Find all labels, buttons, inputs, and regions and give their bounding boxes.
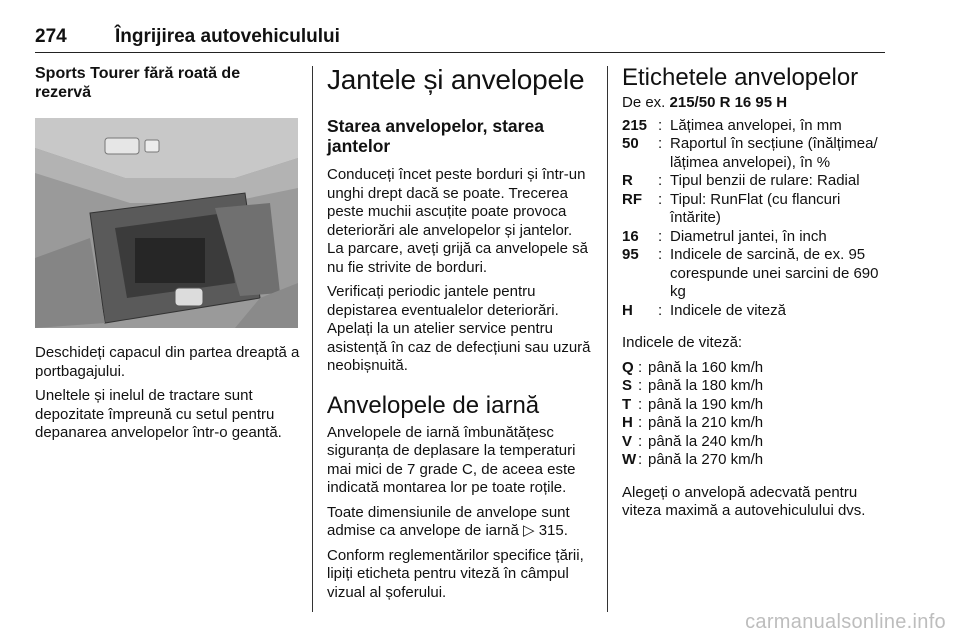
watermark: carmanualsonline.info	[745, 611, 946, 633]
paragraph: Conform reglementărilor specifice țării, lipiți eticheta pentru viteză în câmpul vizual al șoferului.	[327, 546, 584, 601]
definition-key: RF	[622, 190, 642, 208]
paragraph: Deschideți capacul din partea dreaptă a portbagajului.	[35, 344, 300, 380]
trunk-compartment-illustration	[35, 118, 298, 328]
definition-row	[622, 191, 890, 228]
definition-row	[622, 451, 890, 470]
definition-key: 16	[622, 227, 639, 245]
definition-value: până la 240 km/h	[648, 432, 764, 450]
definition-separator: :	[658, 227, 663, 245]
definition-value: Tipul benzii de rulare: Radial	[670, 172, 860, 189]
definition-separator: :	[638, 395, 643, 413]
definition-separator: :	[638, 377, 643, 394]
definition-key: H	[622, 414, 633, 431]
speed-index-list	[622, 359, 890, 470]
definition-value: până la 270 km/h	[648, 451, 764, 468]
speed-index-intro: Indicele de viteză:	[622, 334, 743, 351]
definition-separator: :	[638, 432, 643, 450]
paragraph: Conduceți încet peste borduri și într-un unghi drept dacă se poate. Trecerea peste muchii ascuțite poate provoca deteriorări ale anvelopelor și jantelor. La parcare, aveți grijă ca anvelopele să nu fie strivite de borduri.	[327, 166, 588, 276]
definition-separator: :	[658, 172, 663, 189]
definition-key: Q	[622, 358, 634, 376]
column-divider	[312, 66, 313, 612]
page-number: 274	[35, 26, 67, 47]
definition-value: până la 190 km/h	[648, 395, 764, 413]
example-line	[622, 94, 890, 113]
definition-key: 50	[622, 135, 639, 152]
definition-row	[622, 396, 890, 415]
definition-key: R	[622, 172, 633, 189]
definition-row	[622, 433, 890, 452]
definition-separator: :	[658, 301, 663, 319]
definition-key: S	[622, 377, 633, 394]
column-middle	[327, 64, 592, 602]
definition-value: până la 160 km/h	[648, 358, 764, 376]
definition-row	[622, 117, 890, 136]
definition-separator: :	[638, 414, 643, 431]
definition-key: 215	[622, 116, 648, 134]
paragraph: Anvelopele de iarnă îmbunătățesc siguranța de deplasare la temperaturi mai mici de 7 grade C, de aceea este indicată montarea lor pe toate roțile.	[327, 423, 576, 496]
definition-separator: :	[658, 246, 663, 263]
definition-separator: :	[638, 451, 643, 468]
paragraph: Verificați periodic jantele pentru depistarea eventualelor deteriorări. Apelați la un atelier service pentru asistență în caz de defecțiuni sau uzură neobișnuită.	[327, 283, 591, 374]
section-title: Etichetele anvelopelor	[622, 64, 859, 91]
example-prefix: De ex.	[622, 94, 666, 111]
column-left	[35, 64, 300, 443]
definition-row	[622, 302, 890, 321]
definition-key: W	[622, 451, 637, 468]
definition-row	[622, 359, 890, 378]
definition-value: până la 210 km/h	[648, 414, 764, 431]
definition-separator: :	[658, 116, 663, 134]
page-reference[interactable]: 315.	[538, 522, 568, 539]
page-reference-icon[interactable]: ▷	[522, 522, 535, 539]
subsection-heading: Anvelopele de iarnă	[327, 391, 540, 419]
definition-key: 95	[622, 246, 639, 263]
section-heading: Sports Tourer fără roată de rezervă	[35, 65, 241, 101]
definition-value: Indicele de sarcină, de ex. 95 corespunde unei sarcini de 690 kg	[670, 246, 879, 300]
definition-row	[622, 246, 890, 302]
example-code: 215/50 R 16 95 H	[669, 94, 788, 111]
definition-key: H	[622, 301, 633, 319]
chapter-title: Îngrijirea autovehiculului	[115, 26, 340, 47]
definition-row	[622, 377, 890, 396]
tire-label-definitions	[622, 117, 890, 321]
page-header	[35, 24, 885, 53]
definition-separator: :	[658, 135, 663, 152]
definition-key: T	[622, 395, 632, 413]
section-title: Jantele și anvelopele	[327, 64, 585, 95]
column-divider	[607, 66, 608, 612]
definition-separator: :	[638, 358, 643, 376]
definition-separator: :	[658, 190, 663, 208]
definition-value: Tipul: RunFlat (cu flancuri întărite)	[670, 190, 841, 226]
definition-value: Diametrul jantei, în inch	[670, 227, 827, 245]
paragraph: Uneltele și inelul de tractare sunt depozitate împreună cu setul pentru depanarea anvelopelor într-o geantă.	[35, 387, 282, 441]
definition-row	[622, 228, 890, 247]
column-right	[622, 64, 890, 521]
definition-key: V	[622, 432, 633, 450]
definition-row	[622, 135, 890, 172]
definition-row	[622, 172, 890, 191]
paragraph	[327, 504, 592, 541]
definition-value: Lățimea anvelopei, în mm	[670, 116, 842, 134]
definition-row	[622, 414, 890, 433]
paragraph-text: Toate dimensiunile de anvelope sunt admise ca anvelope de iarnă	[327, 503, 570, 539]
paragraph: Alegeți o anvelopă adecvată pentru viteza maximă a autovehiculului dvs.	[622, 483, 866, 519]
definition-value: Raportul în secțiune (înălțimea/ lățimea anvelopei), în %	[670, 135, 878, 171]
definition-value: Indicele de viteză	[670, 301, 786, 319]
subsection-heading: Starea anvelopelor, starea jantelor	[327, 116, 544, 156]
definition-value: până la 180 km/h	[648, 377, 764, 394]
